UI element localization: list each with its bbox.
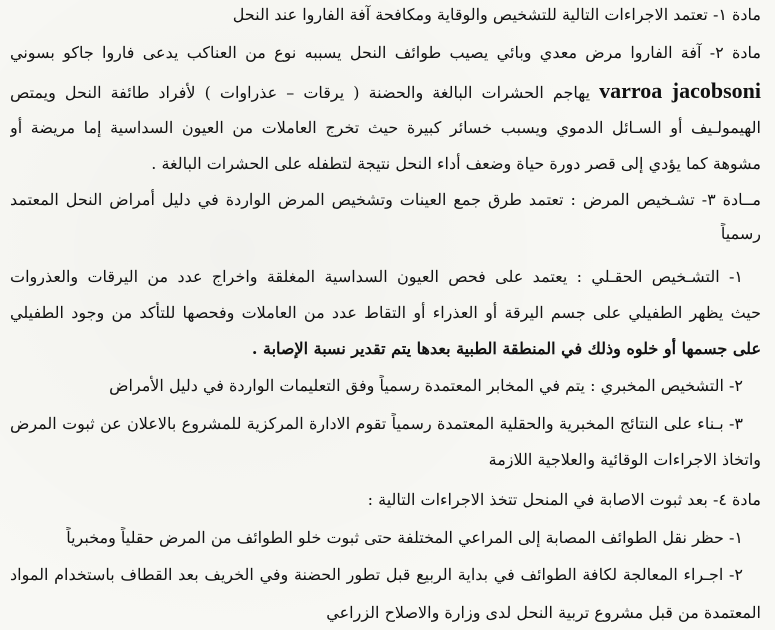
article-4-item-2-line-1: ٢- اجـراء المعالجة لكافة الطوائف في بداية الربيع قبل تطور الحضنة وفي الخريف بعد القطاف باستخدام المواد — [10, 565, 743, 584]
article-2-line-2 — [10, 80, 761, 104]
article-3-line-1: مــادة ٣- تشـخيص المرض : تعتمد طرق جمع العينات وتشخيص المرض الواردة في دليل أمراض النحل المعتمد — [10, 190, 761, 209]
article-1-line: مادة ١- تعتمد الاجراءات التالية للتشخيص والوقاية ومكافحة آفة الفاروا عند النحل — [232, 5, 761, 24]
item-1-line-1: ١- التشـخيص الحقـلي : يعتمد على فحص العيون السداسية المغلقة واخراج عدد من اليرقات والعذروات — [10, 267, 743, 286]
item-1-line-2: حيث يظهر الطفيلي على جسم اليرقة أو العذراء أو التقاط عدد من العاملات وفحصها للتأكد من وجود الطفيلي — [10, 303, 761, 322]
article-4-item-2-line-2: المعتمدة من قبل مشروع تربية النحل لدى وزارة والاصلاح الزراعي — [326, 603, 761, 622]
latin-species-name: varroa jacobsoni — [599, 80, 761, 103]
article-3-line-2: رسمياً — [720, 224, 761, 243]
article-2-line-2-text: يهاجم الحشرات البالغة والحضنة ( يرقات – عذراوات ) لأفراد طائفة النحل ويمتص — [10, 83, 591, 102]
article-2-line-3: الهيمولـيف أو السـائل الدموي ويسبب خسائر كبيرة حيث تخرج العاملات من العيون السداسية إما مريضة أو — [10, 118, 761, 137]
item-3-line-1: ٣- بـناء على النتائج المخبرية والحقلية المعتمدة رسمياً تقوم الادارة المركزية للمشروع بالاعلان عن ثبوت المرض — [10, 414, 743, 433]
article-4-line: مادة ٤- بعد ثبوت الاصابة في المنحل تتخذ الاجراءات التالية : — [367, 490, 761, 509]
item-3-line-2: واتخاذ الاجراءات الوقائية والعلاجية اللازمة — [488, 450, 761, 469]
article-2-line-4: مشوهة كما يؤدي إلى قصر دورة حياة وضعف أداء النحل نتيجة لتطفله على الحشرات البالغة . — [151, 154, 761, 173]
item-2-line: ٢- التشخيص المخبري : يتم في المخابر المعتمدة رسمياً وفق التعليمات الواردة في دليل الأمراض — [109, 376, 743, 395]
article-2-line-1: مادة ٢- آفة الفاروا مرض معدي وبائي يصيب طوائف النحل يسببه نوع من العناكب يدعى فاروا جاكو بسوني — [10, 43, 761, 62]
article-4-item-1: ١- حظر نقل الطوائف المصابة إلى المراعي المختلفة حتى ثبوت خلو الطوائف من المرض حقلياً ومخبرياً — [66, 528, 743, 547]
item-1-line-3: على جسمها أو خلوه وذلك في المنطقة الطبية بعدها يتم تقدير نسبة الإصابة . — [251, 339, 761, 358]
